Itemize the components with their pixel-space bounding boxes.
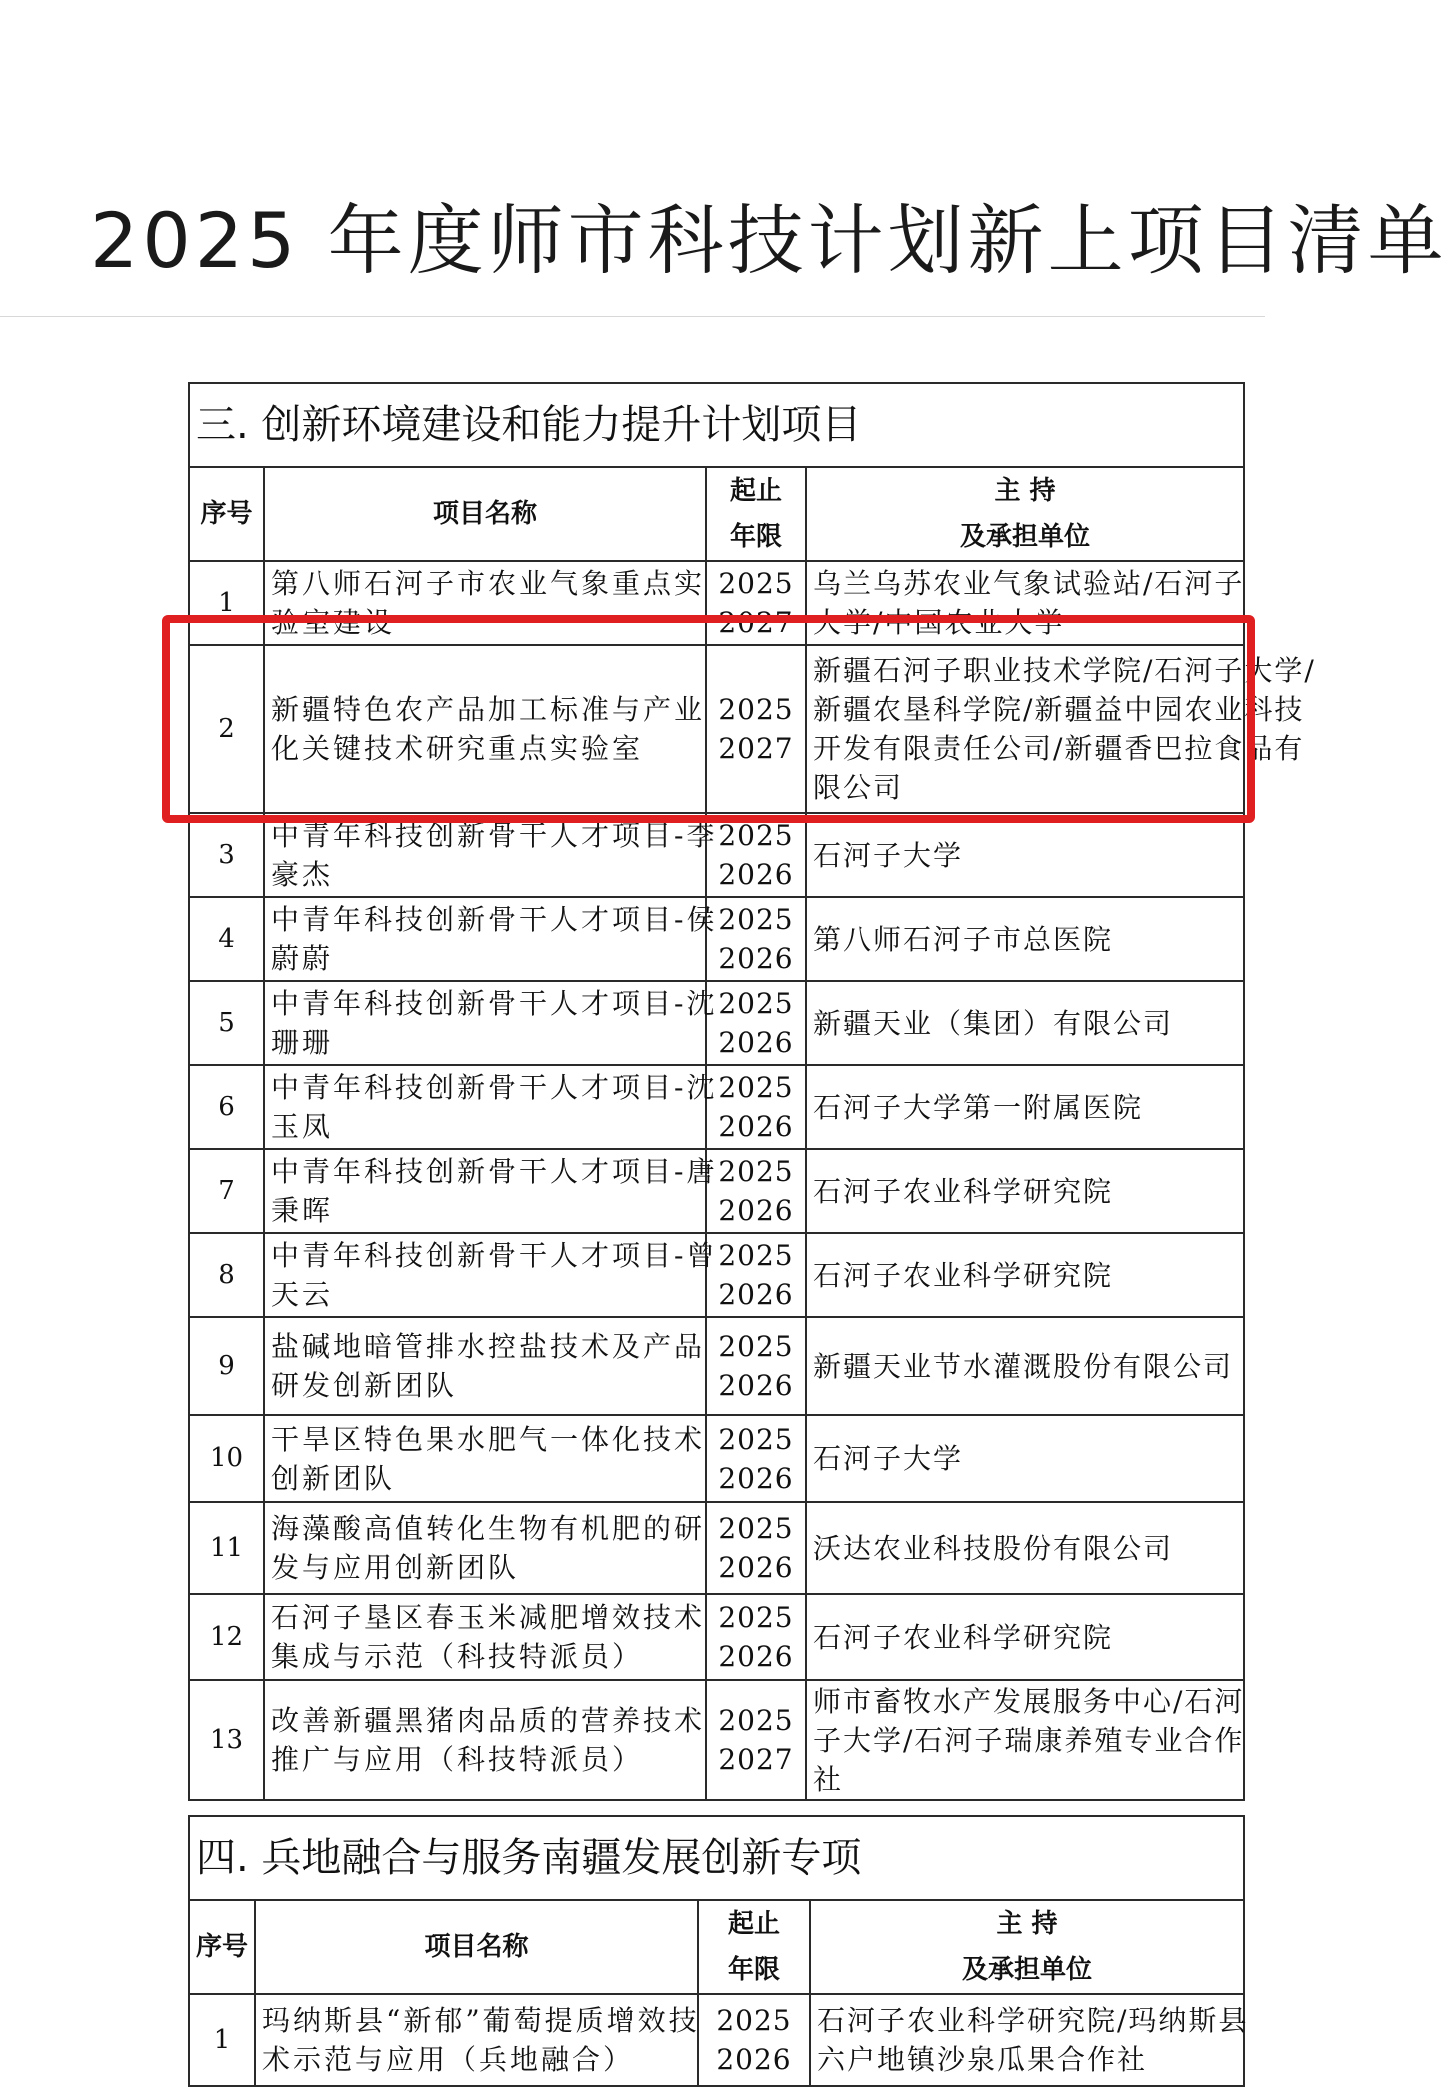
start-year: 2025 [718,1071,794,1104]
row-years [706,813,806,897]
table-row [189,1233,1244,1317]
project-name-line: 玉凤 [271,1110,334,1143]
section-3-heading: 三. 创新环境建设和能力提升计划项目 [189,383,1244,467]
title-divider [0,316,1265,317]
end-year: 2026 [718,942,794,975]
row-host-unit [806,1233,1244,1317]
row-seq: 1 [189,561,264,645]
host-unit-line: 师市畜牧水产发展服务中心/石河 [813,1684,1245,1718]
start-year: 2025 [718,1330,794,1363]
row-host-unit [806,1415,1244,1502]
row-years [706,1415,806,1502]
header-seq: 序号 [189,1900,255,1994]
row-project-name [264,1149,718,1233]
header-years-line-1: 起止 [727,1909,780,1939]
row-host-unit [806,1317,1244,1415]
row-host-unit [806,981,1244,1065]
start-year: 2025 [718,567,794,600]
section-4-rows [189,1994,1249,2086]
host-unit-line: 开发有限责任公司/新疆香巴拉食品有 [813,732,1305,765]
row-seq: 7 [189,1149,264,1233]
row-host-unit [806,1680,1244,1800]
start-year: 2025 [718,693,794,726]
row-host-unit [806,1594,1244,1680]
host-unit-line: 乌兰乌苏农业气象试验站/石河子 [813,567,1245,600]
section-4-table [188,1815,1249,2087]
row-seq: 5 [189,981,264,1065]
project-name-line: 海藻酸高值转化生物有机肥的研 [271,1512,706,1545]
end-year: 2026 [718,1194,794,1227]
project-name-line: 新疆特色农产品加工标准与产业 [271,693,706,726]
row-host-unit [810,1994,1249,2086]
end-year: 2026 [718,1551,794,1584]
header-years-line-2: 年限 [729,522,782,552]
project-name-line: 化关键技术研究重点实验室 [271,732,644,765]
project-name-line: 天云 [271,1278,334,1311]
header-years-line-1: 起止 [729,476,782,506]
end-year: 2026 [716,2043,792,2076]
project-name-line: 中青年科技创新骨干人才项目-李 [271,819,718,852]
table-row [189,1680,1244,1800]
project-name-line: 秉晖 [271,1194,334,1227]
project-name-line: 中青年科技创新骨干人才项目-唐 [271,1155,718,1188]
row-project-name [264,897,718,981]
row-seq: 10 [189,1415,264,1502]
project-name-line: 第八师石河子市农业气象重点实 [271,567,706,600]
host-unit-line: 石河子大学第一附属医院 [813,1090,1144,1124]
host-unit-line: 社 [813,1762,844,1796]
header-years [706,467,806,561]
end-year: 2027 [718,606,794,639]
host-unit-line: 大学/中国农业大学 [813,606,1065,639]
host-unit-line: 新疆农垦科学院/新疆益中园农业科技 [813,693,1305,726]
row-years [698,1994,810,2086]
project-name-line: 豪杰 [271,858,334,891]
header-seq: 序号 [189,467,264,561]
row-years [706,1149,806,1233]
table-row [189,981,1244,1065]
section-3-table [188,382,1316,1801]
header-name: 项目名称 [255,1900,698,1994]
host-unit-line: 子大学/石河子瑞康养殖专业合作 [813,1723,1245,1757]
project-name-line: 中青年科技创新骨干人才项目-侯 [271,903,718,936]
end-year: 2026 [718,1461,794,1495]
start-year: 2025 [718,987,794,1020]
section-4-heading: 四. 兵地融合与服务南疆发展创新专项 [189,1816,1244,1900]
project-name-line: 验室建设 [271,606,396,639]
row-seq: 9 [189,1317,264,1415]
project-name-line: 改善新疆黑猪肉品质的营养技术 [271,1704,706,1737]
row-project-name [264,1680,706,1800]
start-year: 2025 [718,1704,794,1737]
row-project-name [264,981,718,1065]
project-name-line: 中青年科技创新骨干人才项目-沈 [271,987,718,1020]
row-project-name [264,1502,706,1594]
row-host-unit [806,1502,1244,1594]
host-unit-line: 新疆天业节水灌溉股份有限公司 [813,1349,1234,1383]
header-unit [810,1900,1244,1994]
host-unit-line: 新疆天业（集团）有限公司 [813,1006,1174,1040]
start-year: 2025 [716,2004,792,2037]
project-name-line: 盐碱地暗管排水控盐技术及产品 [271,1330,706,1363]
host-unit-line: 石河子农业科学研究院/玛纳斯县 [817,2004,1249,2037]
row-years [706,1502,806,1594]
header-unit-line-1: 主 持 [996,1909,1058,1939]
end-year: 2026 [718,1278,794,1311]
table-row [189,1415,1244,1502]
row-years [706,897,806,981]
project-name-line: 发与应用创新团队 [271,1551,520,1584]
document-title: 2025 年度师市科技计划新上项目清单 [90,196,1448,285]
start-year: 2025 [718,1239,794,1272]
row-project-name [264,1065,718,1149]
header-unit-line-2: 及承担单位 [959,522,1090,552]
end-year: 2026 [718,1640,794,1673]
header-years-line-2: 年限 [727,1955,780,1985]
row-project-name [264,1317,706,1415]
table-row [189,1994,1244,2086]
project-name-line: 研发创新团队 [271,1369,458,1402]
host-unit-line: 石河子农业科学研究院 [813,1620,1114,1654]
row-years [706,1680,806,1800]
header-unit [806,467,1244,561]
table-row [189,1317,1244,1415]
header-name: 项目名称 [264,467,706,561]
row-host-unit [806,1065,1244,1149]
row-project-name [264,1594,706,1680]
row-years [706,1594,806,1680]
row-project-name [255,1994,698,2086]
project-name-line: 创新团队 [271,1461,396,1495]
row-years [706,981,806,1065]
start-year: 2025 [718,903,794,936]
end-year: 2027 [718,1743,794,1776]
row-seq: 13 [189,1680,264,1800]
table-row [189,897,1244,981]
project-name-line: 推广与应用（科技特派员） [271,1743,644,1776]
row-years [706,1065,806,1149]
host-unit-line: 新疆石河子职业技术学院/石河子大学/ [813,654,1316,687]
host-unit-line: 石河子农业科学研究院 [813,1258,1114,1292]
start-year: 2025 [718,1422,794,1456]
host-unit-line: 第八师石河子市总医院 [813,922,1114,956]
highlight-box [162,615,1316,823]
host-unit-line: 六户地镇沙泉瓜果合作社 [817,2043,1148,2076]
start-year: 2025 [718,1155,794,1188]
row-seq: 3 [189,813,264,897]
row-host-unit [806,897,1244,981]
header-unit-line-1: 主 持 [994,476,1056,506]
row-host-unit [806,813,1244,897]
row-seq: 4 [189,897,264,981]
table-row [189,813,1244,897]
project-name-line: 干旱区特色果水肥气一体化技术 [271,1422,706,1456]
project-name-line: 玛纳斯县“新郁”葡萄提质增效技 [262,2004,700,2037]
row-seq: 12 [189,1594,264,1680]
host-unit-line: 限公司 [813,771,904,804]
row-seq: 11 [189,1502,264,1594]
table-row [189,1065,1244,1149]
project-name-line: 蔚蔚 [271,942,334,975]
project-name-line: 集成与示范（科技特派员） [271,1640,644,1673]
row-years [706,1317,806,1415]
start-year: 2025 [718,819,794,852]
host-unit-line: 石河子大学 [813,1442,964,1475]
table-row [189,1149,1244,1233]
project-name-line: 中青年科技创新骨干人才项目-曾 [271,1239,718,1272]
row-project-name [264,1233,718,1317]
end-year: 2026 [718,858,794,891]
project-name-line: 术示范与应用（兵地融合） [262,2043,635,2076]
host-unit-line: 石河子农业科学研究院 [813,1174,1114,1208]
row-seq: 6 [189,1065,264,1149]
row-seq: 1 [189,1994,255,2086]
end-year: 2026 [718,1369,794,1402]
project-name-line: 中青年科技创新骨干人才项目-沈 [271,1071,718,1104]
row-host-unit [806,1149,1244,1233]
end-year: 2026 [718,1110,794,1143]
host-unit-line: 沃达农业科技股份有限公司 [813,1531,1174,1565]
end-year: 2027 [718,732,794,765]
end-year: 2026 [718,1026,794,1059]
row-seq: 8 [189,1233,264,1317]
table-row [189,1594,1244,1680]
project-name-line: 石河子垦区春玉米减肥增效技术 [271,1601,706,1634]
start-year: 2025 [718,1601,794,1634]
header-years [698,1900,810,1994]
project-name-line: 珊珊 [271,1026,334,1059]
row-years [706,1233,806,1317]
row-project-name [264,813,718,897]
row-seq: 2 [189,645,264,813]
header-unit-line-2: 及承担单位 [961,1955,1092,1985]
row-project-name [264,1415,706,1502]
host-unit-line: 石河子大学 [813,838,964,872]
table-row [189,1502,1244,1594]
start-year: 2025 [718,1512,794,1545]
